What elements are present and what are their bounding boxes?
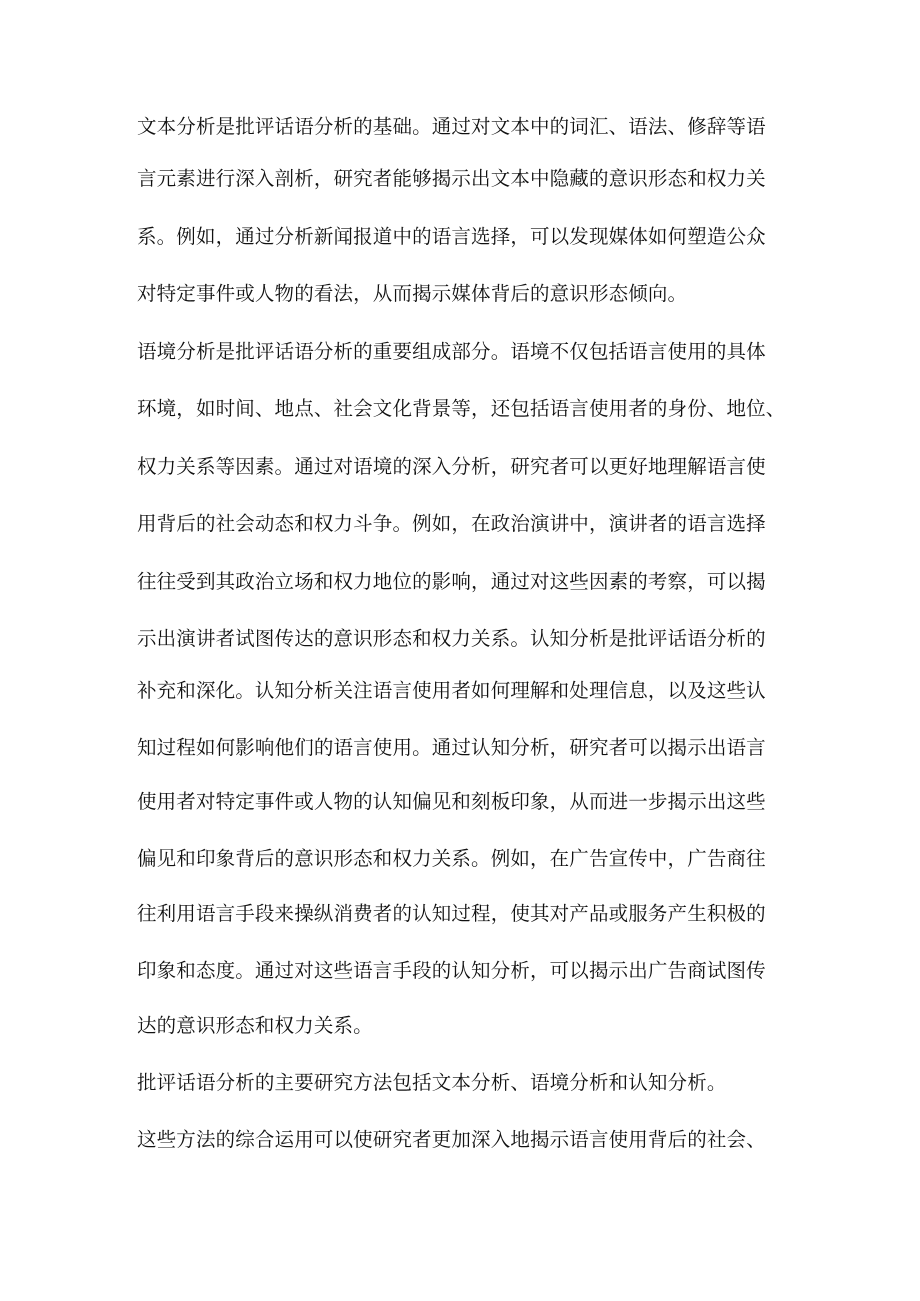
text-line: 环境，如时间、地点、社会文化背景等，还包括语言使用者的身份、地位、 [137,397,786,420]
text-line: 达的意识形态和权力关系。 [137,1014,373,1037]
text-line: 用背后的社会动态和权力斗争。例如，在政治演讲中，演讲者的语言选择 [137,512,766,535]
text-line: 补充和深化。认知分析关注语言使用者如何理解和处理信息，以及这些认 [137,679,766,702]
text-line: 示出演讲者试图传达的意识形态和权力关系。认知分析是批评话语分析的 [137,627,766,650]
text-line: 使用者对特定事件或人物的认知偏见和刻板印象，从而进一步揭示出这些 [137,790,766,813]
text-line: 印象和态度。通过对这些语言手段的认知分析，可以揭示出广告商试图传 [137,959,766,982]
text-line: 文本分析是批评话语分析的基础。通过对文本中的词汇、语法、修辞等语 [137,115,766,138]
text-line: 往利用语言手段来操纵消费者的认知过程，使其对产品或服务产生积极的 [137,902,766,925]
text-line: 这些方法的综合运用可以使研究者更加深入地揭示语言使用背后的社会、 [137,1128,766,1151]
text-line: 对特定事件或人物的看法，从而揭示媒体背后的意识形态倾向。 [137,282,688,305]
text-line: 权力关系等因素。通过对语境的深入分析，研究者可以更好地理解语言使 [137,455,766,478]
text-line: 偏见和印象背后的意识形态和权力关系。例如，在广告宣传中，广告商往 [137,847,766,870]
text-line: 言元素进行深入剖析，研究者能够揭示出文本中隐藏的意识形态和权力关 [137,167,766,190]
text-line: 知过程如何影响他们的语言使用。通过认知分析，研究者可以揭示出语言 [137,736,766,759]
text-line: 系。例如，通过分析新闻报道中的语言选择，可以发现媒体如何塑造公众 [137,225,766,248]
text-line: 批评话语分析的主要研究方法包括文本分析、语境分析和认知分析。 [137,1071,727,1094]
text-line: 往往受到其政治立场和权力地位的影响，通过对这些因素的考察，可以揭 [137,570,766,593]
text-line: 语境分析是批评话语分析的重要组成部分。语境不仅包括语言使用的具体 [137,340,766,363]
